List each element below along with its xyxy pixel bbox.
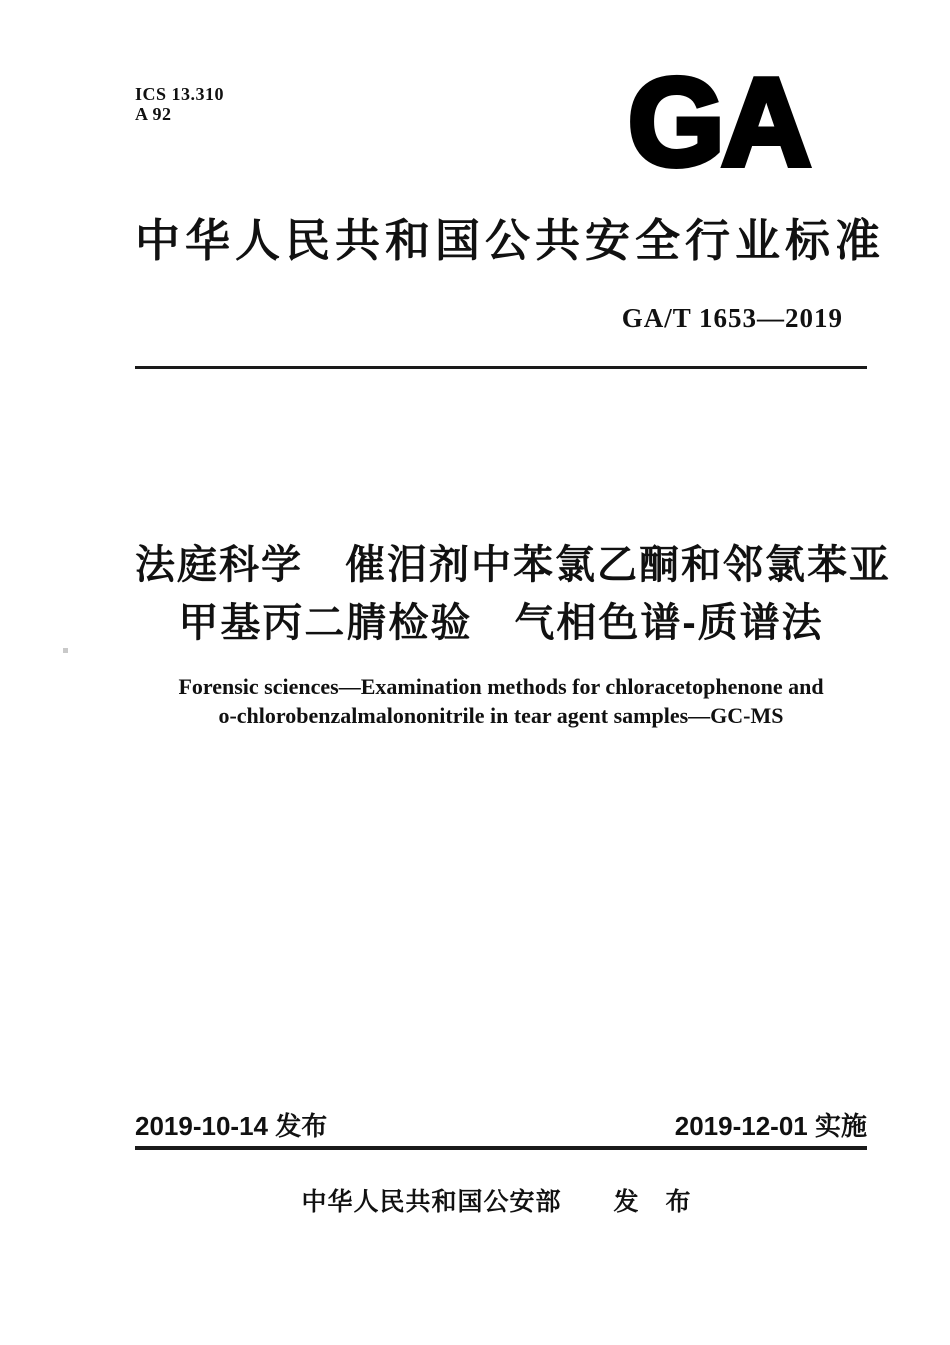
header-divider-rule xyxy=(135,366,867,369)
publisher-row xyxy=(135,1186,867,1218)
implementation-date: 2019-12-01 实施 xyxy=(674,1111,867,1141)
title-english xyxy=(135,672,867,730)
footer-divider-rule xyxy=(135,1146,867,1150)
title-chinese xyxy=(135,536,891,652)
publisher-name: 中华人民共和国公安部 xyxy=(301,1188,562,1216)
dates-row xyxy=(135,1110,867,1142)
ics-category-code: A 92 xyxy=(135,104,172,124)
standard-class-heading: 中华人民共和国公共安全行业标准 xyxy=(135,215,886,266)
issue-date: 2019-10-14 发布 xyxy=(135,1111,328,1141)
publisher-action-label: 发 布 xyxy=(613,1188,701,1216)
title-english-line1: Forensic sciences—Examination methods for chloracetophenone and xyxy=(178,674,824,699)
title-english-line2: o-chlorobenzalmalononitrile in tear agent samples—GC-MS xyxy=(218,703,784,728)
standard-number: GA/T 1653—2019 xyxy=(621,303,843,333)
title-chinese-line1: 法庭科学 催泪剂中苯氯乙酮和邻氯苯亚 xyxy=(135,543,891,587)
ics-code: ICS 13.310 xyxy=(135,84,225,104)
ga-logo: GA xyxy=(628,54,808,192)
scan-artifact-dot xyxy=(63,648,68,653)
title-chinese-line2: 甲基丙二腈检验 气相色谱-质谱法 xyxy=(178,601,824,645)
